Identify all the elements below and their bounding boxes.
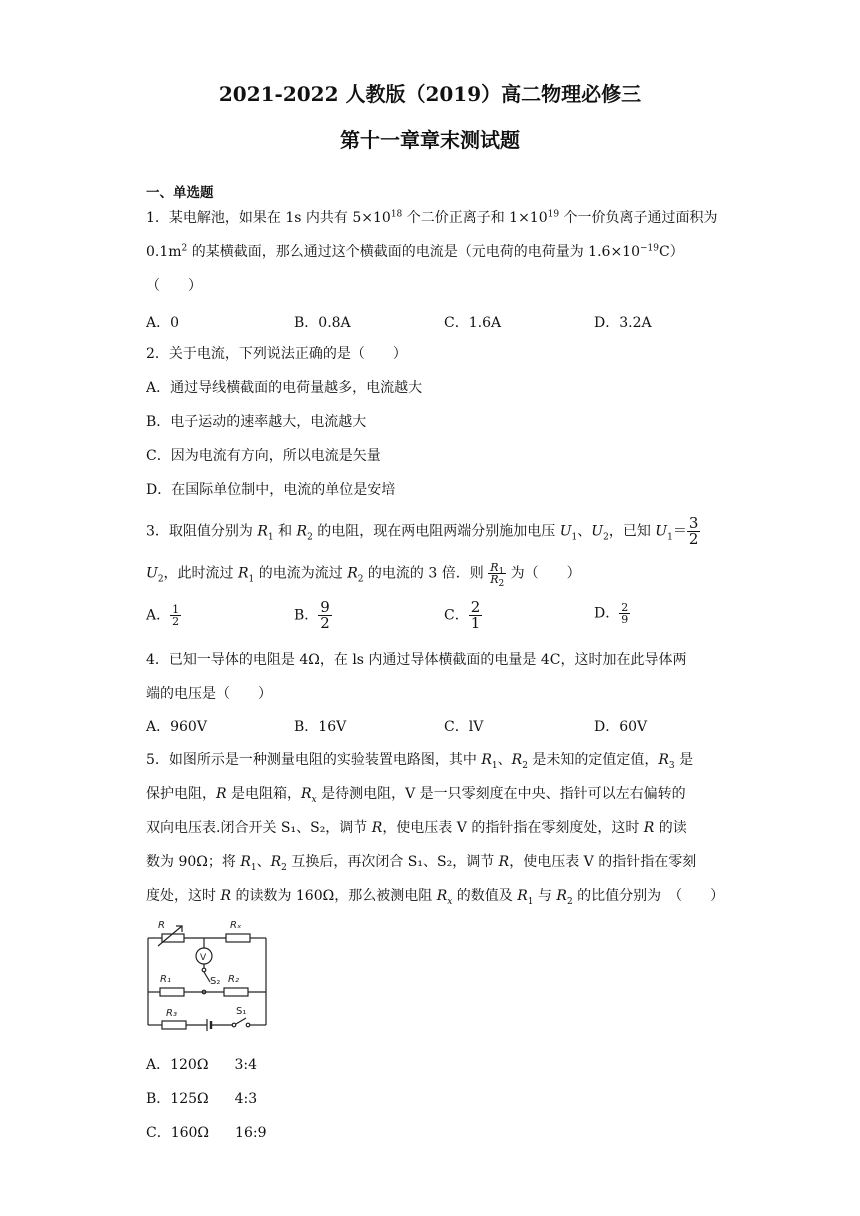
section-heading: 一、单选题 <box>146 185 214 201</box>
switch-s1 <box>236 1018 246 1024</box>
label-rx: Rₓ <box>230 920 242 931</box>
label-s1: S₁ <box>236 1006 247 1017</box>
q3-option-b: B． $\frac{9}{2}$ <box>294 598 330 632</box>
label-r2: R₂ <box>228 974 239 985</box>
label-r3: R₃ <box>166 1008 177 1019</box>
q5-option-a: A．120Ω 3:4 <box>146 1057 257 1073</box>
variable-resistor-r <box>162 934 184 942</box>
resistor-r2 <box>224 988 248 996</box>
document-title-line2: 第十一章章末测试题 <box>340 128 520 152</box>
circuit-diagram <box>140 912 275 1034</box>
q4-stem-line1: 4．已知一导体的电阻是 4Ω，在 ls 内通过导体横截面的电量是 4C，这时加在此导体两 <box>146 652 687 668</box>
q1-option-c: C．1.6A <box>444 315 502 331</box>
q3-option-d: D． $\frac{2}{9}$ <box>594 601 629 626</box>
q5-stem-line4: 数为 90Ω；将 $R_1$、$R_2$ 互换后，再次闭合 S₁、S₂，调节 R，使电压表 V 的指针指在零刻 <box>146 854 697 873</box>
q5-option-b: B．125Ω 4:3 <box>146 1091 258 1107</box>
q2-option-a: A．通过导线横截面的电荷量越多，电流越大 <box>146 380 423 396</box>
q1-option-a: A．0 <box>146 315 180 331</box>
q3-stem-line2: $U_2$，此时流过 $R_1$ 的电流为流过 $R_2$ 的电流的 3 倍．则 $\frac{R_1}{R_2}$ 为（ ） <box>146 561 581 590</box>
q3-stem-line1: 3．取阻值分别为 $R_1$ 和 $R_2$ 的电阻，现在两电阻两端分别施加电压 $U_1$、$U_2$，已知 $U_1=$ $\frac{3}{2}$ <box>146 514 699 548</box>
q2-option-c: C．因为电流有方向，所以电流是矢量 <box>146 448 381 464</box>
resistor-r1 <box>160 988 184 996</box>
q1-stem-line1: 1．某电解池，如果在 1s 内共有 $5\times 10^{18}$ 个二价正离子和 $1\times 10^{19}$ 个一价负离子通过面积为 <box>146 209 718 226</box>
q3-option-c: C． $\frac{2}{1}$ <box>444 598 481 632</box>
q2-option-d: D．在国际单位制中，电流的单位是安培 <box>146 482 396 498</box>
q4-option-d: D．60V <box>594 719 648 735</box>
q3-ratio-fraction: $\frac{3}{2}$ <box>688 514 699 548</box>
document-title-line1: 2021-2022 人教版（2019）高二物理必修三 <box>218 82 642 106</box>
resistor-r3 <box>162 1021 186 1029</box>
q4-option-c: C．lV <box>444 719 484 735</box>
label-r1: R₁ <box>160 974 171 985</box>
q1-option-d: D．3.2A <box>594 315 652 331</box>
q4-option-b: B．16V <box>294 719 347 735</box>
q3-option-a: A． $\frac{1}{2}$ <box>146 603 180 628</box>
q2-stem: 2．关于电流，下列说法正确的是（ ） <box>146 346 407 362</box>
label-v: V <box>200 953 207 963</box>
q1-answer-paren: （ ） <box>146 278 202 294</box>
q4-option-a: A．960V <box>146 719 207 735</box>
q5-stem-line5: 度处，这时 R 的读数为 160Ω，那么被测电阻 $R_x$ 的数值及 $R_1$ 与 $R_2$ 的比值分别为 （ ） <box>146 888 725 907</box>
q3-r1-over-r2-fraction: $\frac{R_1}{R_2}$ <box>490 561 505 590</box>
resistor-rx <box>226 934 250 942</box>
q5-stem-line2: 保护电阻，R 是电阻箱，$R_x$ 是待测电阻，V 是一只零刻度在中央、指针可以左右偏转的 <box>146 786 686 805</box>
q5-stem-line1: 5．如图所示是一种测量电阻的实验装置电路图，其中 $R_1$、$R_2$ 是未知的定值定值，$R_3$ 是 <box>146 752 694 771</box>
q5-option-c: C．160Ω 16:9 <box>146 1125 267 1141</box>
label-r: R <box>158 920 165 931</box>
q1-stem-line2: $0.1m^2$ 的某横截面，那么通过这个横截面的电流是（元电荷的电荷量为 $1.6\times 10^{-19}C$） <box>146 243 684 260</box>
q2-option-b: B．电子运动的速率越大，电流越大 <box>146 414 367 430</box>
label-s2: S₂ <box>210 976 221 987</box>
q1-option-b: B．0.8A <box>294 315 351 331</box>
q4-stem-line2: 端的电压是（ ） <box>146 686 272 702</box>
q5-stem-line3: 双向电压表.闭合开关 S₁、S₂，调节 R，使电压表 V 的指针指在零刻度处，这时 R 的读 <box>146 820 687 836</box>
